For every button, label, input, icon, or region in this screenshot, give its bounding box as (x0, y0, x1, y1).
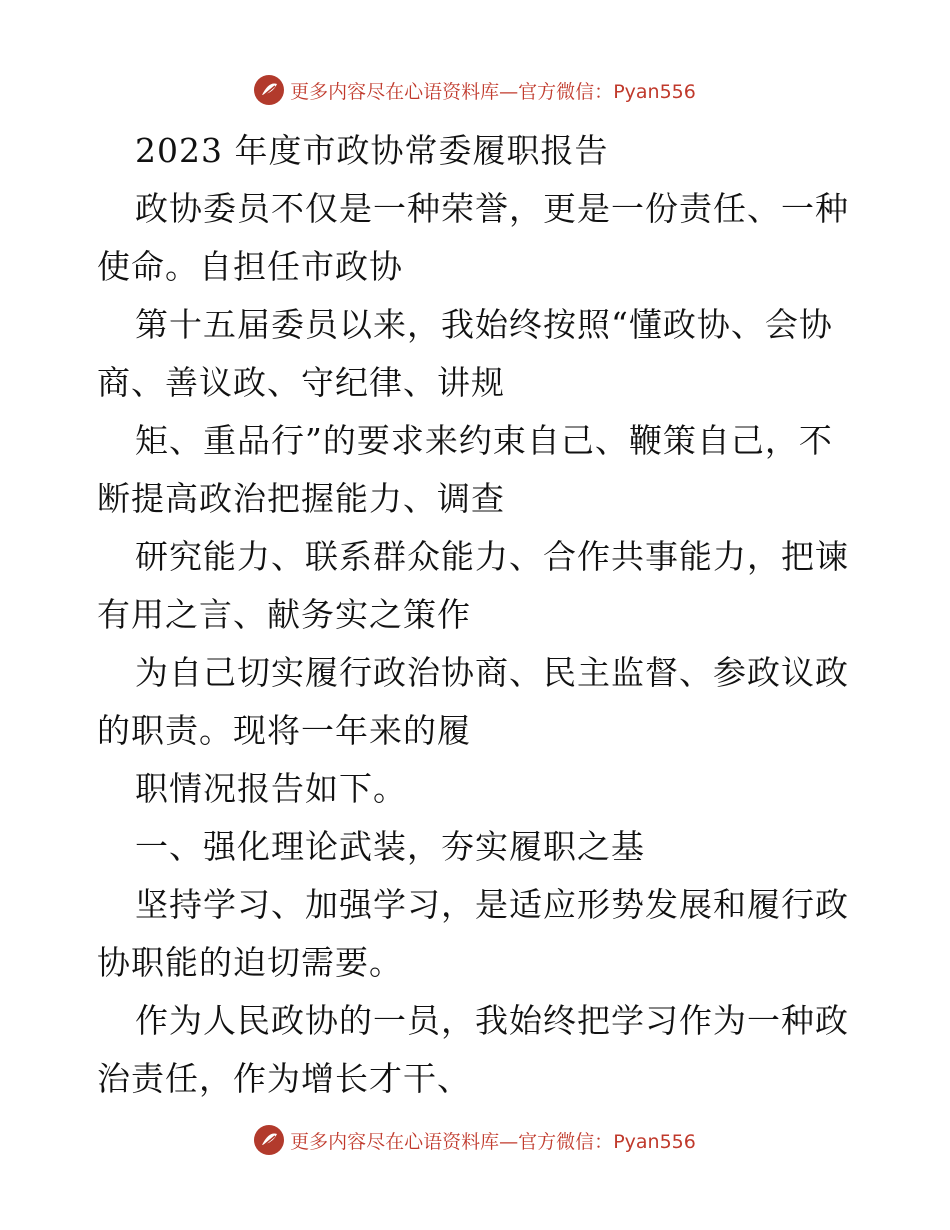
footer-promo-label: 官方微信： (518, 1130, 614, 1153)
doc-line: 坚持学习、加强学习，是适应形势发展和履行政 (135, 885, 849, 924)
doc-line: 研究能力、联系群众能力、合作共事能力，把谏 (135, 537, 849, 576)
doc-line: 矩、重品行”的要求来约束自己、鞭策自己，不 (135, 421, 833, 460)
footer-watermark (0, 1122, 950, 1158)
header-promo-text (290, 77, 696, 104)
footer-promo-main: 更多内容尽在心语资料库 (290, 1130, 500, 1153)
doc-line: 断提高政治把握能力、调查 (97, 479, 505, 518)
header-promo-separator: — (499, 80, 519, 103)
footer-promo-wechat: Pyan556 (613, 1130, 696, 1153)
footer-promo-separator: — (499, 1130, 519, 1153)
doc-line: 有用之言、献务实之策作 (97, 595, 471, 634)
footer-promo-text (290, 1127, 696, 1154)
doc-line: 职情况报告如下。 (135, 769, 407, 808)
doc-line: 的职责。现将一年来的履 (97, 711, 471, 750)
doc-line: 政协委员不仅是一种荣誉，更是一份责任、一种 (135, 189, 849, 228)
doc-line: 使命。自担任市政协 (97, 247, 403, 286)
doc-line: 商、善议政、守纪律、讲规 (97, 363, 505, 402)
doc-line: 为自己切实履行政治协商、民主监督、参政议政 (135, 653, 849, 692)
header-promo-wechat: Pyan556 (613, 80, 696, 103)
doc-line: 协职能的迫切需要。 (97, 943, 403, 982)
header-watermark (0, 72, 950, 108)
doc-line: 第十五届委员以来，我始终按照“懂政协、会协 (135, 305, 833, 344)
leaf-book-icon (254, 1125, 284, 1155)
leaf-book-icon (254, 75, 284, 105)
header-promo-main: 更多内容尽在心语资料库 (290, 80, 500, 103)
header-promo-label: 官方微信： (518, 80, 614, 103)
document-body (97, 122, 857, 1108)
doc-line: 治责任，作为增长才干、 (97, 1059, 471, 1098)
doc-line: 作为人民政协的一员，我始终把学习作为一种政 (135, 1001, 849, 1040)
section-heading: 一、强化理论武装，夯实履职之基 (135, 827, 645, 866)
doc-title: 2023 年度市政协常委履职报告 (135, 131, 609, 170)
